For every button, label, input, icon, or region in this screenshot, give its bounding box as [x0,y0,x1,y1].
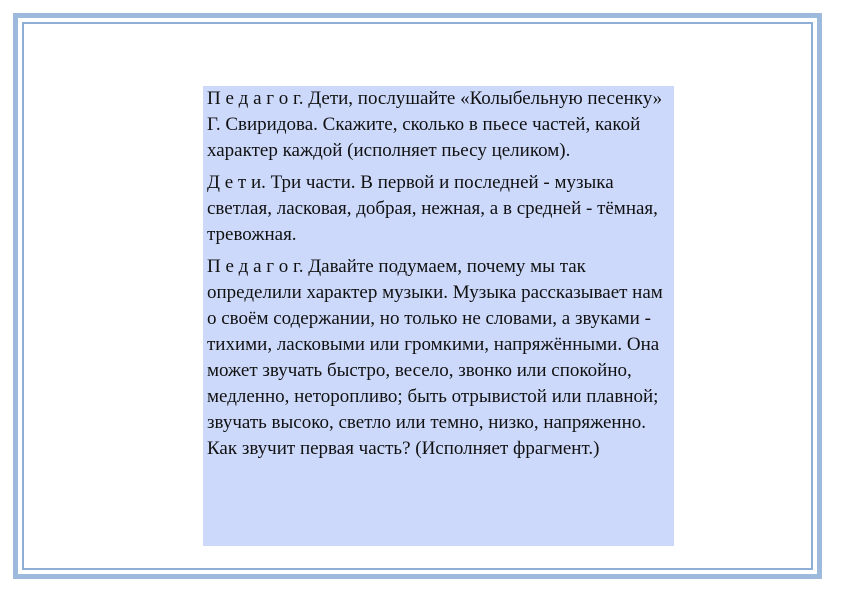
dialogue-text-box [203,86,674,546]
paragraph-children-answer: Д е т и. Три части. В первой и последней - музыка светлая, ласковая, добрая, нежная, а в средней - тёмная, тревожная. [207,172,658,245]
paragraph-teacher-explanation: П е д а г о г. Давайте подумаем, почему мы так определили характер музыки. Музыка рассказывает нам о своём содержании, но только не словами, а звуками - тихими, ласковыми или громкими, напряжёнными. Она может звучать быстро, весело, звонко или спокойно, медленно, неторопливо; быть отрывистой или плавной; звучать высоко, светло или темно, низко, напряженно. Как звучит первая часть? (Исполняет фрагмент.) [207,256,663,459]
paragraph-teacher-intro: П е д а г о г. Дети, послушайте «Колыбельную песенку» Г. Свиридова. Скажите, сколько в пьесе частей, какой характер каждой (исполняет пьесу целиком). [207,88,663,161]
